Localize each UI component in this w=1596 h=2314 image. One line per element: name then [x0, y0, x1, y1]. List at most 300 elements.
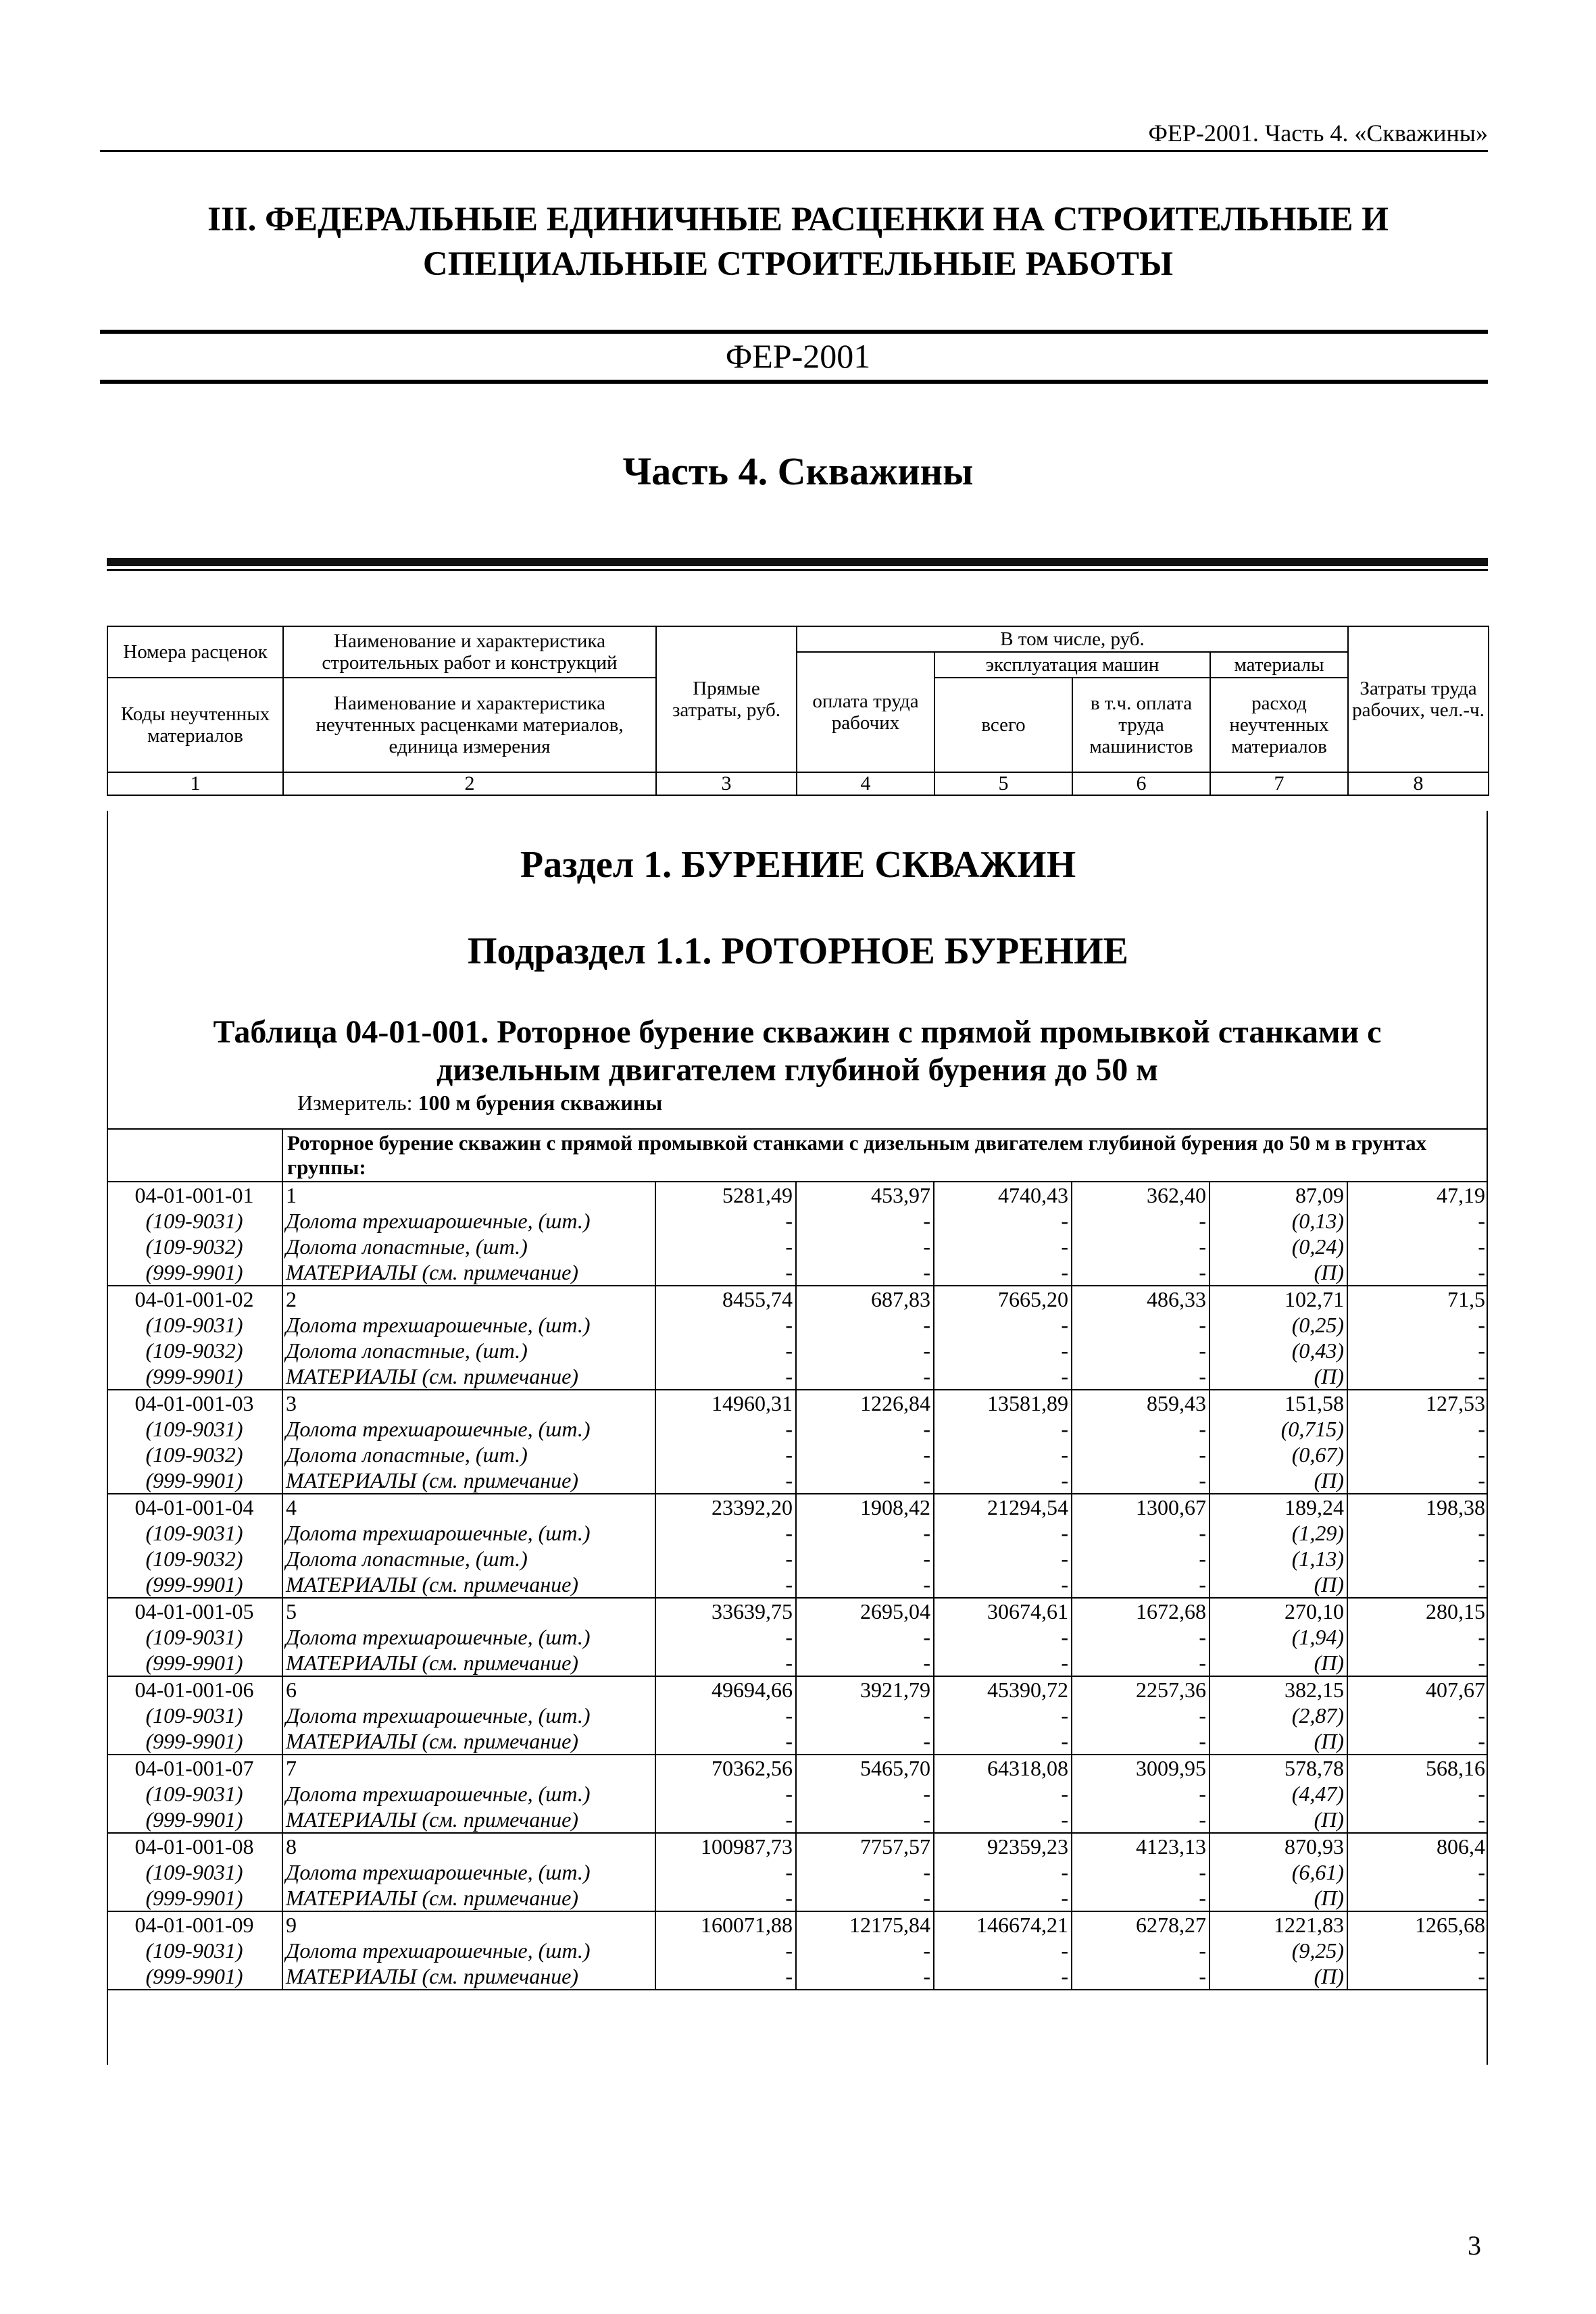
table-row — [107, 1259, 1488, 1286]
cell-code: (999-9901) — [107, 1571, 282, 1598]
cell-code: 04-01-001-06 — [107, 1676, 282, 1703]
cell-col6: - — [1072, 1781, 1210, 1807]
cell-col4: - — [796, 1703, 934, 1728]
cell-col4: 7757,57 — [796, 1833, 934, 1859]
cell-col4: - — [796, 1650, 934, 1676]
cell-col6: 4123,13 — [1072, 1833, 1210, 1859]
cell-col6: - — [1072, 1416, 1210, 1442]
cell-col3: 8455,74 — [655, 1286, 796, 1312]
cell-col4: - — [796, 1807, 934, 1833]
cell-col8: - — [1478, 1234, 1485, 1259]
cell-col3: - — [655, 1859, 796, 1885]
cell-col4: - — [796, 1520, 934, 1546]
cell-col7: (П) — [1210, 1807, 1347, 1833]
cell-col7: 270,10 — [1210, 1598, 1347, 1624]
cell-col7: (П) — [1210, 1363, 1347, 1390]
cell-name: Долота лопастные, (шт.) — [282, 1338, 655, 1363]
part-title — [0, 197, 1596, 286]
cell-col5: - — [934, 1938, 1072, 1963]
cell-col8: 407,67 — [1347, 1676, 1488, 1703]
cell-col3: - — [655, 1781, 796, 1807]
cell-col5: - — [934, 1781, 1072, 1807]
cell-col5: - — [934, 1859, 1072, 1885]
cell-col6: - — [1072, 1571, 1210, 1598]
cell-col6: - — [1072, 1624, 1210, 1650]
cell-col8: - — [1347, 1728, 1488, 1755]
cell-col7: (1,29) — [1210, 1520, 1347, 1546]
cell-col4: - — [796, 1259, 934, 1286]
cell-col5: - — [934, 1624, 1072, 1650]
cell-col6: - — [1072, 1650, 1210, 1676]
cell-name: МАТЕРИАЛЫ (см. примечание) — [282, 1363, 655, 1390]
cell-code: 04-01-001-04 — [107, 1494, 282, 1520]
cell-code: (109-9031) — [107, 1520, 282, 1546]
cell-col5: - — [934, 1363, 1072, 1390]
cell-col4: 1226,84 — [796, 1390, 934, 1416]
cell-name: Долота лопастные, (шт.) — [282, 1442, 655, 1467]
table-row — [107, 1703, 1488, 1728]
cell-col4: - — [796, 1208, 934, 1234]
table-row — [107, 1963, 1488, 1990]
header-rule — [100, 150, 1488, 152]
cell-col7: 578,78 — [1210, 1755, 1347, 1781]
table-row — [107, 1755, 1488, 1781]
cell-col6: - — [1072, 1938, 1210, 1963]
cell-col7: (П) — [1210, 1885, 1347, 1911]
cell-col7: (9,25) — [1210, 1938, 1347, 1963]
cell-col3: - — [655, 1338, 796, 1363]
cell-col3: - — [655, 1312, 796, 1338]
cell-col8: 127,53 — [1347, 1390, 1488, 1416]
table-row — [107, 1338, 1488, 1363]
cell-col4: - — [796, 1338, 934, 1363]
cell-col3: - — [655, 1624, 796, 1650]
cell-col4: - — [796, 1312, 934, 1338]
cell-col4: - — [796, 1442, 934, 1467]
cell-col6: - — [1072, 1963, 1210, 1990]
cell-col5: - — [934, 1259, 1072, 1286]
cell-col3: 5281,49 — [655, 1182, 796, 1208]
cell-col6: - — [1072, 1728, 1210, 1755]
desc-code-cell — [107, 1129, 282, 1182]
table-row — [107, 1938, 1488, 1963]
cell-name: Долота трехшарошечные, (шт.) — [282, 1312, 655, 1338]
cell-col7: (1,13) — [1210, 1546, 1347, 1571]
cell-col3: - — [655, 1728, 796, 1755]
cell-col5: 7665,20 — [934, 1286, 1072, 1312]
part-title-line2: СПЕЦИАЛЬНЫЕ СТРОИТЕЛЬНЫЕ РАБОТЫ — [422, 245, 1174, 283]
cell-col3: - — [655, 1571, 796, 1598]
cell-col4: 5465,70 — [796, 1755, 934, 1781]
cell-col8: - — [1478, 1860, 1485, 1884]
table-row — [107, 1363, 1488, 1390]
cell-col8: 280,15 — [1347, 1598, 1488, 1624]
cell-col6: - — [1072, 1312, 1210, 1338]
cell-col5: - — [934, 1807, 1072, 1833]
cell-name: Долота трехшарошечные, (шт.) — [282, 1938, 655, 1963]
cell-col7: (2,87) — [1210, 1703, 1347, 1728]
cell-col7: (0,715) — [1210, 1416, 1347, 1442]
header-v-tom-chisle: В том числе, руб. — [797, 626, 1348, 652]
cell-col5: - — [934, 1467, 1072, 1494]
cell-code: 04-01-001-09 — [107, 1911, 282, 1938]
cell-col5: - — [934, 1520, 1072, 1546]
cell-col4: - — [796, 1885, 934, 1911]
cell-col6: - — [1072, 1442, 1210, 1467]
table-row — [107, 1494, 1488, 1520]
col-number: 4 — [797, 772, 934, 795]
cell-col8: - — [1478, 1521, 1485, 1545]
podrazdel-title: Подраздел 1.1. РОТОРНОЕ БУРЕНИЕ — [468, 930, 1128, 972]
table-row — [107, 1650, 1488, 1676]
cell-name: 2 — [282, 1286, 655, 1312]
header-ekspluatacia: эксплуатация машин — [934, 652, 1210, 678]
running-header: ФЕР-2001. Часть 4. «Скважины» — [1148, 120, 1488, 147]
cell-col7: (0,67) — [1210, 1442, 1347, 1467]
cell-name: Долота лопастные, (шт.) — [282, 1234, 655, 1259]
cell-col5: 45390,72 — [934, 1676, 1072, 1703]
col-number: 3 — [656, 772, 797, 795]
cell-code: (999-9901) — [107, 1259, 282, 1286]
cell-name: Долота трехшарошечные, (шт.) — [282, 1624, 655, 1650]
cell-col7: (0,13) — [1210, 1208, 1347, 1234]
cell-col5: 30674,61 — [934, 1598, 1072, 1624]
cell-col8: 806,4 — [1347, 1833, 1488, 1859]
header-materialy: материалы — [1210, 652, 1348, 678]
cell-code: (109-9031) — [107, 1938, 282, 1963]
cell-col5: 146674,21 — [934, 1911, 1072, 1938]
table-row — [107, 1807, 1488, 1833]
cell-col3: - — [655, 1416, 796, 1442]
chast-title: Часть 4. Скважины — [622, 449, 974, 493]
col-number: 2 — [283, 772, 656, 795]
cell-col3: 70362,56 — [655, 1755, 796, 1781]
cell-col6: - — [1072, 1338, 1210, 1363]
table-row — [107, 1520, 1488, 1546]
cell-col4: 3921,79 — [796, 1676, 934, 1703]
cell-col3: - — [655, 1520, 796, 1546]
cell-col4: - — [796, 1234, 934, 1259]
cell-code: (999-9901) — [107, 1963, 282, 1990]
cell-col5: - — [934, 1703, 1072, 1728]
header-col1-bottom: Коды неучтенных материалов — [107, 678, 283, 772]
cell-code: (999-9901) — [107, 1728, 282, 1755]
cell-col4: - — [796, 1938, 934, 1963]
page-number: 3 — [1468, 2230, 1481, 2261]
cell-code: (999-9901) — [107, 1467, 282, 1494]
col-number: 5 — [934, 772, 1072, 795]
header-oplata: оплата труда рабочих — [797, 652, 934, 772]
cell-col7: 382,15 — [1210, 1676, 1347, 1703]
cell-col6: - — [1072, 1467, 1210, 1494]
fer-label: ФЕР-2001 — [725, 337, 871, 375]
header-col2-bottom: Наименование и характеристика неучтенных расценками материалов, единица измерения — [283, 678, 656, 772]
cell-col7: (П) — [1210, 1650, 1347, 1676]
part-title-line1: III. ФЕДЕРАЛЬНЫЕ ЕДИНИЧНЫЕ РАСЦЕНКИ НА СТРОИТЕЛЬНЫЕ И — [207, 201, 1389, 238]
cell-col5: - — [934, 1442, 1072, 1467]
cell-code: (999-9901) — [107, 1885, 282, 1911]
cell-col6: - — [1072, 1885, 1210, 1911]
cell-col7: 151,58 — [1210, 1390, 1347, 1416]
header-vtch: в т.ч. оплата труда машинистов — [1072, 678, 1210, 772]
table-row — [107, 1467, 1488, 1494]
cell-col6: - — [1072, 1807, 1210, 1833]
cell-code: (999-9901) — [107, 1650, 282, 1676]
cell-code: 04-01-001-02 — [107, 1286, 282, 1312]
cell-col6: - — [1072, 1859, 1210, 1885]
razdel-title: Раздел 1. БУРЕНИЕ СКВАЖИН — [520, 844, 1076, 886]
cell-col6: - — [1072, 1546, 1210, 1571]
cell-col5: - — [934, 1338, 1072, 1363]
cell-code: (109-9031) — [107, 1624, 282, 1650]
cell-col8: 1265,68 — [1347, 1911, 1488, 1938]
table-row — [107, 1859, 1488, 1885]
cell-name: 4 — [282, 1494, 655, 1520]
cell-col3: - — [655, 1442, 796, 1467]
cell-code: (109-9031) — [107, 1859, 282, 1885]
cell-col6: 2257,36 — [1072, 1676, 1210, 1703]
cell-code: (109-9032) — [107, 1338, 282, 1363]
table-caption-line1: Таблица 04-01-001. Роторное бурение скважин с прямой промывкой станками с — [213, 1014, 1382, 1050]
cell-col5: - — [934, 1885, 1072, 1911]
cell-col8: - — [1478, 1417, 1485, 1441]
header-col3: Прямые затраты, руб. — [656, 626, 797, 772]
cell-col3: - — [655, 1963, 796, 1990]
cell-col7: 87,09 — [1210, 1182, 1347, 1208]
cell-code: 04-01-001-05 — [107, 1598, 282, 1624]
cell-col3: - — [655, 1467, 796, 1494]
fer-rule-bottom — [100, 380, 1488, 384]
cell-name: МАТЕРИАЛЫ (см. примечание) — [282, 1728, 655, 1755]
cell-col8: 198,38 — [1347, 1494, 1488, 1520]
cell-col8: - — [1347, 1467, 1488, 1494]
table-row — [107, 1546, 1488, 1571]
cell-col5: - — [934, 1963, 1072, 1990]
table-row — [107, 1312, 1488, 1338]
cell-col4: - — [796, 1416, 934, 1442]
col-number: 6 — [1072, 772, 1210, 795]
cell-col4: 12175,84 — [796, 1911, 934, 1938]
cell-col7: (П) — [1210, 1963, 1347, 1990]
cell-col5: 64318,08 — [934, 1755, 1072, 1781]
table-row — [107, 1208, 1488, 1234]
cell-col3: - — [655, 1938, 796, 1963]
cell-col6: 486,33 — [1072, 1286, 1210, 1312]
cell-name: МАТЕРИАЛЫ (см. примечание) — [282, 1571, 655, 1598]
cell-col8: - — [1478, 1546, 1485, 1571]
cell-col3: - — [655, 1650, 796, 1676]
cell-code: (109-9031) — [107, 1703, 282, 1728]
cell-name: Долота лопастные, (шт.) — [282, 1546, 655, 1571]
cell-col7: 102,71 — [1210, 1286, 1347, 1312]
cell-col6: - — [1072, 1234, 1210, 1259]
cell-col5: - — [934, 1650, 1072, 1676]
table-row — [107, 1442, 1488, 1467]
cell-col4: 1908,42 — [796, 1494, 934, 1520]
cell-col3: - — [655, 1234, 796, 1259]
table-caption — [135, 1013, 1460, 1089]
cell-name: МАТЕРИАЛЫ (см. примечание) — [282, 1650, 655, 1676]
header-zatraty: Затраты труда рабочих, чел.-ч. — [1348, 626, 1489, 772]
cell-col8: - — [1478, 1209, 1485, 1233]
cell-col6: 3009,95 — [1072, 1755, 1210, 1781]
cell-col8: - — [1478, 1625, 1485, 1649]
cell-name: МАТЕРИАЛЫ (см. примечание) — [282, 1467, 655, 1494]
cell-col8: - — [1478, 1338, 1485, 1363]
cell-col5: 4740,43 — [934, 1182, 1072, 1208]
cell-col6: 362,40 — [1072, 1182, 1210, 1208]
cell-col8: - — [1478, 1938, 1485, 1963]
cell-col7: (П) — [1210, 1259, 1347, 1286]
table-header — [107, 626, 1489, 796]
measure-line — [297, 1090, 662, 1115]
cell-col3: - — [655, 1807, 796, 1833]
table-row — [107, 1416, 1488, 1442]
cell-name: Долота трехшарошечные, (шт.) — [282, 1859, 655, 1885]
cell-col5: - — [934, 1234, 1072, 1259]
measure-label: Измеритель: — [297, 1090, 413, 1115]
cell-col7: (0,25) — [1210, 1312, 1347, 1338]
cell-col4: - — [796, 1781, 934, 1807]
cell-col3: - — [655, 1363, 796, 1390]
cell-col8: 47,19 — [1347, 1182, 1488, 1208]
cell-col4: 687,83 — [796, 1286, 934, 1312]
measure-value: 100 м бурения скважины — [418, 1090, 663, 1115]
table-row — [107, 1234, 1488, 1259]
group-description: Роторное бурение скважин с прямой промывкой станками с дизельным двигателем глубиной бурения до 50 м в грунтах группы: — [282, 1129, 1488, 1182]
cell-code: (109-9031) — [107, 1208, 282, 1234]
table-row — [107, 1833, 1488, 1859]
header-col1-top: Номера расценок — [107, 626, 283, 678]
cell-name: Долота трехшарошечные, (шт.) — [282, 1416, 655, 1442]
cell-col3: 160071,88 — [655, 1911, 796, 1938]
cell-name: 9 — [282, 1911, 655, 1938]
rates-table — [107, 1128, 1488, 1990]
cell-code: (109-9031) — [107, 1416, 282, 1442]
cell-col3: 100987,73 — [655, 1833, 796, 1859]
cell-col5: - — [934, 1416, 1072, 1442]
header-vsego: всего — [934, 678, 1072, 772]
cell-col4: - — [796, 1728, 934, 1755]
cell-col5: - — [934, 1312, 1072, 1338]
cell-col4: 453,97 — [796, 1182, 934, 1208]
table-row — [107, 1911, 1488, 1938]
header-col2-top: Наименование и характеристика строительных работ и конструкций — [283, 626, 656, 678]
cell-name: 3 — [282, 1390, 655, 1416]
cell-col5: 92359,23 — [934, 1833, 1072, 1859]
cell-col5: 13581,89 — [934, 1390, 1072, 1416]
cell-col6: 1672,68 — [1072, 1598, 1210, 1624]
cell-col5: - — [934, 1728, 1072, 1755]
cell-col8: - — [1347, 1963, 1488, 1990]
cell-code: 04-01-001-08 — [107, 1833, 282, 1859]
table-row — [107, 1728, 1488, 1755]
table-row — [107, 1598, 1488, 1624]
cell-col5: - — [934, 1208, 1072, 1234]
cell-col7: (1,94) — [1210, 1624, 1347, 1650]
cell-col8: - — [1347, 1650, 1488, 1676]
cell-name: МАТЕРИАЛЫ (см. примечание) — [282, 1885, 655, 1911]
cell-col4: - — [796, 1467, 934, 1494]
cell-col6: - — [1072, 1520, 1210, 1546]
col-number: 8 — [1348, 772, 1489, 795]
table-row — [107, 1624, 1488, 1650]
table-row — [107, 1286, 1488, 1312]
cell-name: Долота трехшарошечные, (шт.) — [282, 1208, 655, 1234]
cell-col7: (0,24) — [1210, 1234, 1347, 1259]
cell-col8: - — [1347, 1885, 1488, 1911]
cell-col4: - — [796, 1546, 934, 1571]
cell-col8: - — [1347, 1807, 1488, 1833]
cell-name: МАТЕРИАЛЫ (см. примечание) — [282, 1259, 655, 1286]
cell-col7: 870,93 — [1210, 1833, 1347, 1859]
col-number: 7 — [1210, 772, 1348, 795]
cell-col3: 33639,75 — [655, 1598, 796, 1624]
cell-col7: (6,61) — [1210, 1859, 1347, 1885]
cell-col3: - — [655, 1703, 796, 1728]
cell-col7: (0,43) — [1210, 1338, 1347, 1363]
cell-col8: 71,5 — [1347, 1286, 1488, 1312]
cell-code: (109-9031) — [107, 1781, 282, 1807]
cell-col8: - — [1347, 1571, 1488, 1598]
cell-col8: 568,16 — [1347, 1755, 1488, 1781]
table-row — [107, 1885, 1488, 1911]
cell-code: (109-9032) — [107, 1442, 282, 1467]
cell-col8: - — [1347, 1259, 1488, 1286]
cell-col6: 6278,27 — [1072, 1911, 1210, 1938]
cell-col4: - — [796, 1859, 934, 1885]
cell-col7: 1221,83 — [1210, 1911, 1347, 1938]
cell-col6: 1300,67 — [1072, 1494, 1210, 1520]
fer-rule-top — [100, 330, 1488, 334]
cell-col3: 23392,20 — [655, 1494, 796, 1520]
cell-name: 6 — [282, 1676, 655, 1703]
cell-col3: - — [655, 1259, 796, 1286]
cell-name: МАТЕРИАЛЫ (см. примечание) — [282, 1807, 655, 1833]
cell-col6: - — [1072, 1363, 1210, 1390]
cell-col4: - — [796, 1624, 934, 1650]
cell-col5: - — [934, 1571, 1072, 1598]
cell-col3: - — [655, 1885, 796, 1911]
cell-code: 04-01-001-03 — [107, 1390, 282, 1416]
cell-name: Долота трехшарошечные, (шт.) — [282, 1781, 655, 1807]
cell-col7: (4,47) — [1210, 1781, 1347, 1807]
cell-col7: (П) — [1210, 1728, 1347, 1755]
cell-col4: - — [796, 1571, 934, 1598]
cell-code: 04-01-001-01 — [107, 1182, 282, 1208]
cell-name: МАТЕРИАЛЫ (см. примечание) — [282, 1963, 655, 1990]
table-row — [107, 1182, 1488, 1208]
cell-col7: 189,24 — [1210, 1494, 1347, 1520]
cell-code: 04-01-001-07 — [107, 1755, 282, 1781]
cell-code: (109-9031) — [107, 1312, 282, 1338]
cell-name: 1 — [282, 1182, 655, 1208]
cell-code: (999-9901) — [107, 1363, 282, 1390]
table-row — [107, 1781, 1488, 1807]
cell-col5: 21294,54 — [934, 1494, 1072, 1520]
cell-col4: 2695,04 — [796, 1598, 934, 1624]
cell-col6: 859,43 — [1072, 1390, 1210, 1416]
cell-code: (109-9032) — [107, 1234, 282, 1259]
cell-name: Долота трехшарошечные, (шт.) — [282, 1703, 655, 1728]
table-row — [107, 1676, 1488, 1703]
heavy-bar-thin — [107, 569, 1488, 571]
cell-col3: 14960,31 — [655, 1390, 796, 1416]
cell-col8: - — [1478, 1703, 1485, 1728]
cell-col6: - — [1072, 1259, 1210, 1286]
table-caption-line2: дизельным двигателем глубиной бурения до 50 м — [437, 1052, 1158, 1088]
cell-code: (109-9032) — [107, 1546, 282, 1571]
